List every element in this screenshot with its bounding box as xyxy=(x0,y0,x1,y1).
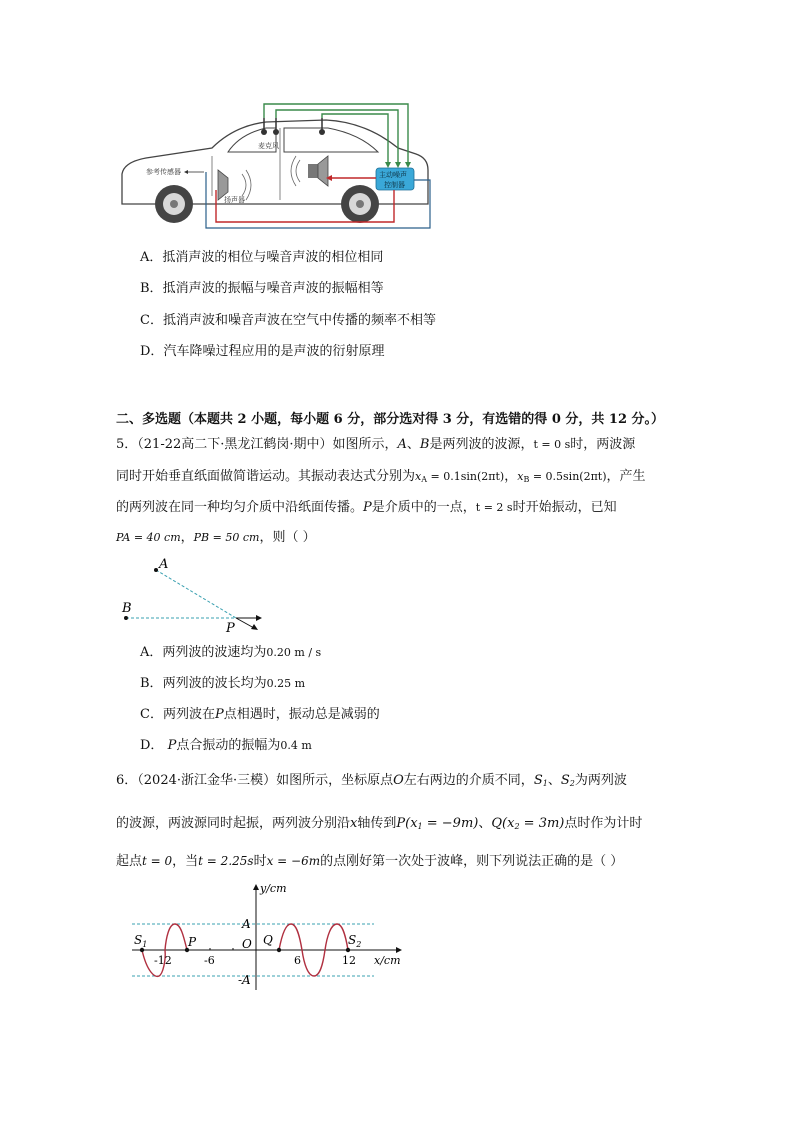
wheel-front xyxy=(155,185,193,223)
label-origin: O xyxy=(242,937,252,951)
q5-option-b[interactable]: B．两列波的波长均为0.25 m xyxy=(140,676,305,691)
wheel-rear xyxy=(341,185,379,223)
tick-label: 12 xyxy=(342,954,356,967)
svg-text:控制器: 控制器 xyxy=(384,181,405,189)
section-heading: 二、多选题（本题共 2 小题，每小题 6 分，部分选对得 3 分，有选错的得 0 分，共 12 分。） xyxy=(116,412,665,427)
tick-label: -12 xyxy=(154,954,172,967)
y-axis-label: y/cm xyxy=(260,882,287,895)
mic-label: 麦克风 xyxy=(258,142,279,150)
q5-option-c[interactable]: C．两列波在P点相遇时，振动总是减弱的 xyxy=(140,707,380,722)
x-axis-label: x/cm xyxy=(374,954,401,967)
q5-geometry-figure xyxy=(116,556,276,636)
speaker-label: 扬声器 xyxy=(224,196,245,204)
point-q xyxy=(277,948,281,952)
svg-text:主动噪声: 主动噪声 xyxy=(379,171,407,179)
label-p: P xyxy=(188,935,197,949)
label-q: Q xyxy=(263,933,273,947)
label-s2: $S_2$ xyxy=(348,933,362,949)
q5-line-2: 同时开始垂直纸面做简谐运动。其振动表达式分别为$x_A = 0.1\sin(2\pi t)$，$x_B = 0.5\sin(2\pi t)$，产生 xyxy=(116,469,646,484)
q5-line-3: 的两列波在同一种均匀介质中沿纸面传播。P是介质中的一点，t = 2 s时开始振动，已知 xyxy=(116,500,617,515)
point-a xyxy=(154,568,158,572)
q5-line-1: 5．（21-22高二下·黑龙江鹤岗·期中）如图所示，A、B是两列波的波源，t = 0 s时，两波源 xyxy=(116,437,636,452)
q6-line-2: 的波源，两波源同时起振，两列波分别沿x轴传到$P(x_1 = -9m)$、$Q(x_2 = 3m)$点时作为计时 xyxy=(116,816,643,831)
label-amp: A xyxy=(242,917,251,931)
q6-line-3: 起点t = 0，当t = 2.25s时x = −6m的点刚好第一次处于波峰，则下列说法正确的是（ ） xyxy=(116,854,624,869)
point-b xyxy=(124,616,128,620)
label-neg-amp: -A xyxy=(238,973,251,987)
q4-option-c[interactable]: C．抵消声波和噪音声波在空气中传播的频率不相等 xyxy=(140,313,436,328)
label-p: P xyxy=(226,621,235,636)
q5-option-a[interactable]: A．两列波的波速均为0.20 m / s xyxy=(140,645,322,660)
label-b: B xyxy=(122,601,132,616)
q6-wave-figure xyxy=(118,880,408,995)
q4-option-a[interactable]: A．抵消声波的相位与噪音声波的相位相同 xyxy=(140,250,384,265)
q4-option-b[interactable]: B．抵消声波的振幅与噪音声波的振幅相等 xyxy=(140,281,384,296)
q6-line-1: 6．（2024·浙江金华·三模）如图所示，坐标原点O左右两边的介质不同，$S_1$、$S_2$为两列波 xyxy=(116,773,627,788)
tick-label: -6 xyxy=(204,954,215,967)
label-a: A xyxy=(159,557,169,572)
tick-label: 6 xyxy=(294,954,301,967)
car-noise-cancel-figure xyxy=(116,96,436,236)
q5-option-d[interactable]: D． P点合振动的振幅为0.4 m xyxy=(140,738,312,753)
q5-line-4: PA = 40 cm，PB = 50 cm，则（ ） xyxy=(116,530,316,545)
ref-sensor-label: 参考传感器 xyxy=(146,168,181,176)
q4-option-d[interactable]: D．汽车降噪过程应用的是声波的衍射原理 xyxy=(140,344,385,359)
label-s1: $S_1$ xyxy=(134,933,148,949)
point-s2 xyxy=(346,948,350,952)
